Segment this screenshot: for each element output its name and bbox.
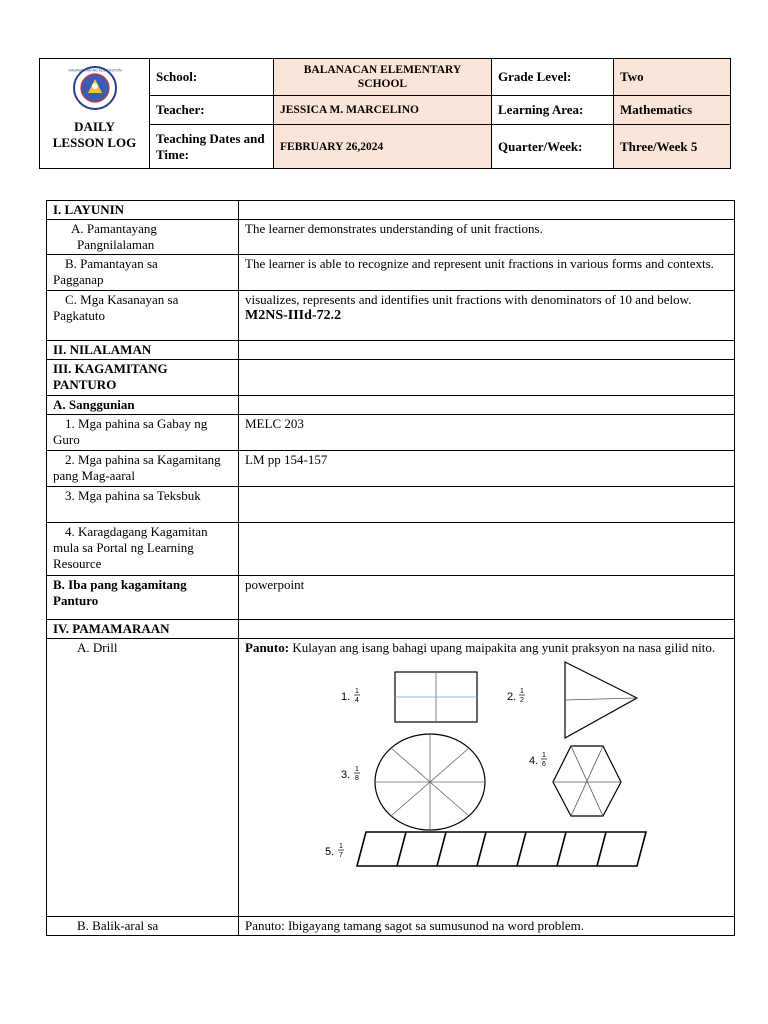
- grade-label: Grade Level:: [492, 59, 614, 96]
- item-4-denominator: 6: [542, 761, 546, 768]
- area-label: Learning Area:: [492, 96, 614, 125]
- empty-cell: [239, 396, 735, 415]
- circle-shape: [375, 734, 485, 830]
- header-table: [39, 58, 731, 169]
- item-1-denominator: 4: [355, 697, 359, 704]
- parallelogram-strip-shape: [357, 832, 646, 866]
- row-value-kasanayan: visualizes, represents and identifies unit fractions with denominators of 10 and below. M2NS-IIId-72.2: [239, 291, 735, 341]
- area-value: Mathematics: [614, 96, 731, 125]
- section-pamamaraan: IV. PAMAMARAAN: [47, 620, 239, 639]
- grade-value: Two: [614, 59, 731, 96]
- item-4-number: 4.: [529, 755, 539, 767]
- item-3-numerator: 1: [355, 766, 359, 773]
- section-nilalaman: II. NILALAMAN: [47, 341, 239, 360]
- row-label-karagdagang-kagamitan: 4. Karagdagang Kagamitan mula sa Portal ng Learning Resource: [47, 523, 239, 576]
- teacher-label: Teacher:: [150, 96, 274, 125]
- quarter-value: Three/Week 5: [614, 125, 731, 169]
- drill-instructions: Panuto: Kulayan ang isang bahagi upang maipakita ang yunit praksyon na nasa gilid nito.: [245, 640, 716, 655]
- row-value-karagdagang-kagamitan: [239, 523, 735, 576]
- section-sanggunian: A. Sanggunian: [47, 396, 239, 415]
- hexagon-shape: [553, 746, 621, 816]
- row-label-teksbuk: 3. Mga pahina sa Teksbuk: [47, 487, 239, 523]
- row-value-pamantayang-pangnilalaman: The learner demonstrates understanding of unit fractions.: [239, 220, 735, 255]
- rectangle-shape: [395, 672, 477, 722]
- empty-cell: [239, 201, 735, 220]
- item-2-denominator: 2: [520, 697, 524, 704]
- row-value-kagamitang-mag-aaral: LM pp 154-157: [239, 451, 735, 487]
- row-label-pamantayang-pangnilalaman: A. Pamantayang Pangnilalaman: [47, 220, 239, 255]
- item-3-denominator: 8: [355, 775, 359, 782]
- item-5-denominator: 7: [339, 852, 343, 859]
- item-1-numerator: 1: [355, 688, 359, 695]
- item-2-numerator: 1: [520, 688, 524, 695]
- empty-cell: [239, 360, 735, 396]
- row-label-pamantayan-sa-pagganap: B. Pamantayan sa Pagganap: [47, 255, 239, 291]
- item-5-number: 5.: [325, 846, 335, 858]
- quarter-label: Quarter/Week:: [492, 125, 614, 169]
- fraction-shapes-figure: [245, 660, 725, 900]
- title-cell: [40, 59, 150, 169]
- dates-label: Teaching Dates and Time:: [150, 125, 274, 169]
- competency-code: M2NS-IIId-72.2: [245, 308, 342, 323]
- item-4-numerator: 1: [542, 752, 546, 759]
- seal-text: KAGAWARAN NG EDUKASYON: [67, 68, 122, 73]
- row-label-drill: A. Drill: [47, 639, 239, 917]
- section-kagamitang-panturo: III. KAGAMITANG PANTURO: [47, 360, 239, 396]
- dates-value: FEBRUARY 26,2024: [274, 125, 492, 169]
- school-label: School:: [150, 59, 274, 96]
- row-value-drill: [239, 639, 735, 917]
- section-layunin: I. LAYUNIN: [47, 201, 239, 220]
- item-2-number: 2.: [507, 691, 517, 703]
- row-value-teksbuk: [239, 487, 735, 523]
- item-5-numerator: 1: [339, 843, 343, 850]
- row-label-iba-pang-kagamitan: B. Iba pang kagamitang Panturo: [47, 576, 239, 620]
- row-label-kagamitang-mag-aaral: 2. Mga pahina sa Kagamitang pang Mag-aaral: [47, 451, 239, 487]
- item-1-number: 1.: [341, 691, 351, 703]
- row-value-gabay-guro: MELC 203: [239, 415, 735, 451]
- row-label-gabay-guro: 1. Mga pahina sa Gabay ng Guro: [47, 415, 239, 451]
- empty-cell: [239, 341, 735, 360]
- school-value: BALANACAN ELEMENTARY SCHOOL: [274, 59, 492, 96]
- row-label-balik-aral: B. Balik-aral sa: [47, 917, 239, 936]
- empty-cell: [239, 620, 735, 639]
- row-label-kasanayan: C. Mga Kasanayan sa Pagkatuto: [47, 291, 239, 341]
- row-value-balik-aral: Panuto: Ibigayang tamang sagot sa sumusunod na word problem.: [239, 917, 735, 936]
- row-value-pamantayan-sa-pagganap: The learner is able to recognize and represent unit fractions in various forms and contexts.: [239, 255, 735, 291]
- row-value-iba-pang-kagamitan: powerpoint: [239, 576, 735, 620]
- page-title: DAILY LESSON LOG: [52, 119, 137, 150]
- lesson-plan-table: [46, 200, 735, 936]
- teacher-value: JESSICA M. MARCELINO: [274, 96, 492, 125]
- item-3-number: 3.: [341, 769, 351, 781]
- deped-seal-icon: [67, 65, 122, 111]
- triangle-shape: [565, 662, 637, 738]
